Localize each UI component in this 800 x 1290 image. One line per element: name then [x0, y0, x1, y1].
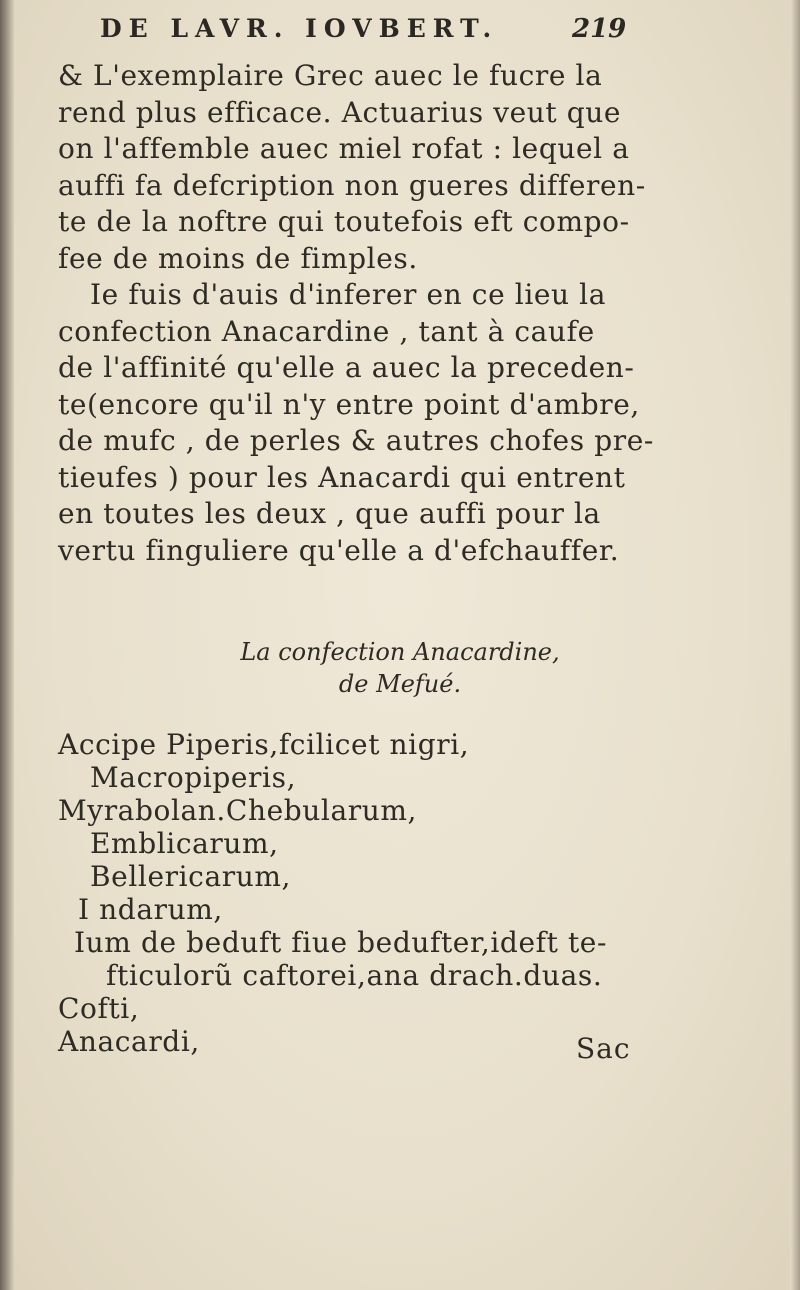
recipe-item: Ium de beduft fiue bedufter,ideft te- — [74, 926, 608, 959]
text-line: Ie fuis d'auis d'inferer en ce lieu la — [90, 278, 607, 311]
recipe-item: fticulorũ caftorei,ana drach.duas. — [106, 959, 603, 992]
text-line: on l'affemble auec miel rofat : lequel a — [58, 132, 630, 165]
recipe-item: Bellericarum, — [90, 860, 292, 893]
section-title: La confection Anacardine, — [240, 638, 560, 666]
text-line: rend plus efficace. Actuarius veut que — [58, 95, 622, 129]
text-line: te de la noftre qui toutefois eft compo- — [58, 205, 630, 238]
recipe-list — [58, 728, 658, 1058]
body-text — [58, 58, 654, 569]
text-line: auffi fa defcription non gueres differen- — [58, 168, 646, 202]
text-line: te(encore qu'il n'y entre point d'ambre, — [58, 387, 640, 421]
recipe-item: Cofti, — [58, 992, 140, 1025]
text-line: & L'exemplaire Grec auec le fucre la — [58, 59, 603, 92]
recipe-item: Emblicarum, — [90, 827, 279, 860]
page-number: 219 — [572, 14, 627, 44]
catchword: Sac — [576, 1032, 631, 1065]
text-line: en toutes les deux , que auffi pour la — [58, 497, 601, 530]
text-line: de l'affinité qu'elle a auec la preceden- — [58, 351, 635, 384]
recipe-item: Macropiperis, — [90, 761, 297, 794]
recipe-item: Anacardi, — [58, 1025, 200, 1058]
text-line: vertu finguliere qu'elle a d'efchauffer. — [58, 533, 620, 567]
text-line: fee de moins de fimples. — [58, 241, 418, 275]
recipe-item: I ndarum, — [78, 893, 223, 926]
section-subtitle: de Mefué. — [338, 670, 462, 698]
recipe-item: Myrabolan.Chebularum, — [58, 794, 418, 827]
text-line: de mufc , de perles & autres chofes pre- — [58, 424, 654, 457]
running-header: DE LAVR. IOVBERT. — [100, 14, 499, 43]
text-line: tieufes ) pour les Anacardi qui entrent — [58, 460, 626, 494]
text-line: confection Anacardine , tant à caufe — [58, 314, 595, 348]
recipe-item: Accipe Piperis,fcilicet nigri, — [58, 728, 470, 761]
